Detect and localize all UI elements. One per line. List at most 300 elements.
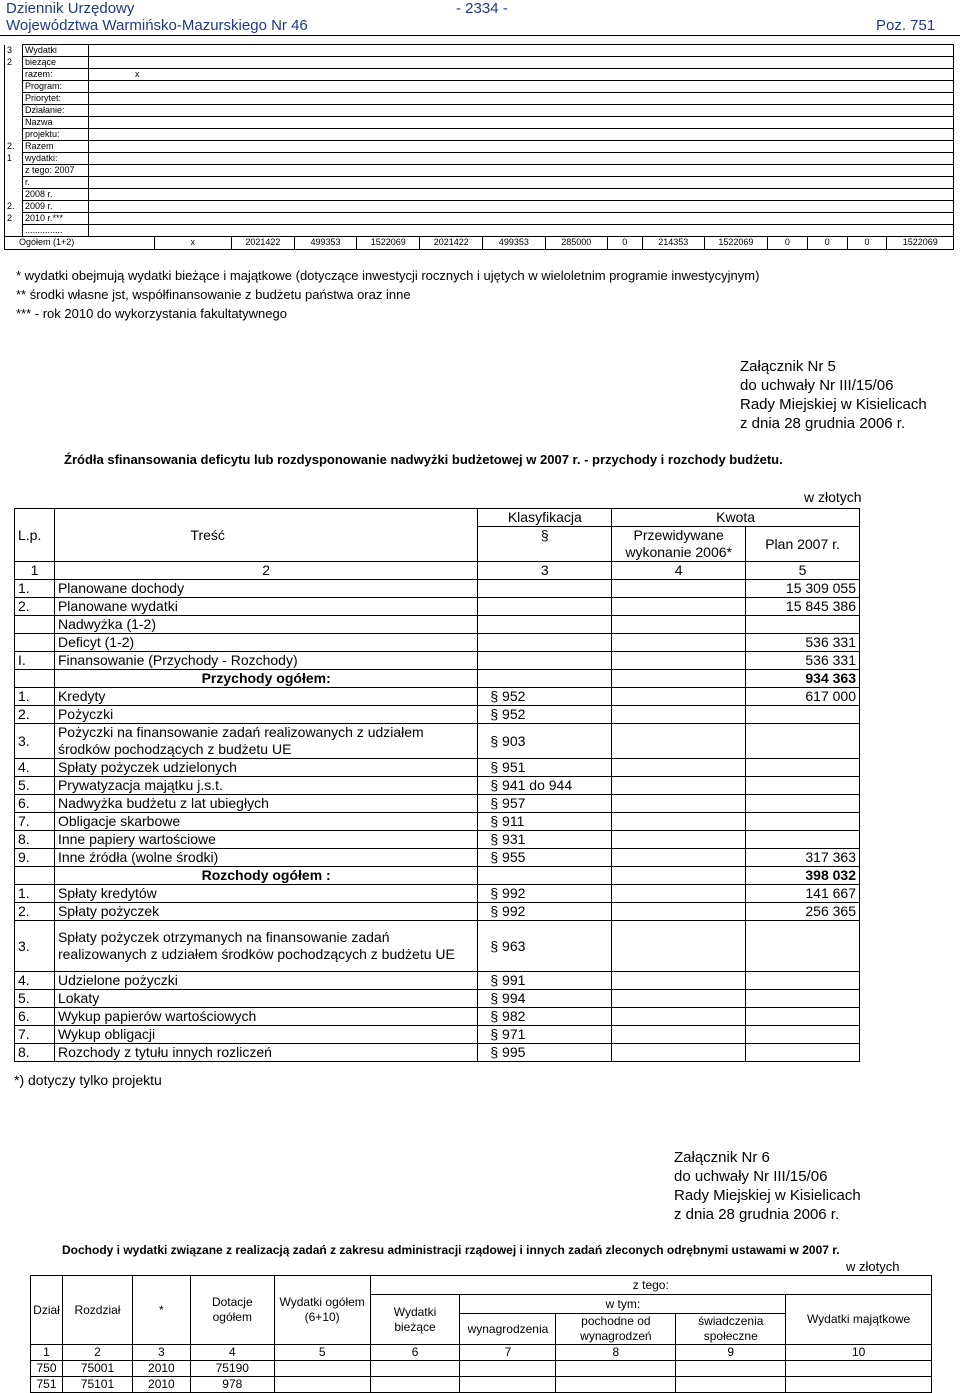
row-klasyfikacja: § 952 [478, 706, 612, 724]
table-cell: 2010 [132, 1361, 190, 1377]
row-lp: 2. [15, 598, 55, 616]
row-lp [15, 634, 55, 652]
column-number: 2 [54, 562, 477, 580]
row-plan: 934 363 [746, 670, 860, 688]
column-number: 3 [478, 562, 612, 580]
row-przewidywane [612, 990, 746, 1008]
fragment-row [5, 45, 954, 57]
fragment-label: 2009 r. [22, 201, 88, 213]
column-number: 2 [62, 1345, 132, 1361]
row-lp: 7. [15, 813, 55, 831]
row-tresc: Rozchody ogółem : [54, 867, 477, 885]
fragment-row-number [5, 81, 23, 93]
row-plan [746, 831, 860, 849]
row-lp: 1. [15, 688, 55, 706]
row-lp: 4. [15, 972, 55, 990]
row-plan: 141 667 [746, 885, 860, 903]
row-klasyfikacja [478, 598, 612, 616]
column-number: 5 [274, 1345, 370, 1361]
row-klasyfikacja: § 952 [478, 688, 612, 706]
total-cell: Ogółem (1+2) [19, 237, 75, 247]
fragment-label: wydatki: [22, 153, 88, 165]
table-cell [460, 1377, 556, 1393]
row-lp: 4. [15, 759, 55, 777]
col-wtym: w tym: [460, 1295, 786, 1314]
row-plan [746, 972, 860, 990]
total-cell: 0 [847, 237, 887, 249]
fragment-row [5, 213, 954, 225]
row-plan [746, 759, 860, 777]
row-lp: 9. [15, 849, 55, 867]
fragment-row [5, 225, 954, 237]
row-klasyfikacja: § 994 [478, 990, 612, 1008]
table-row [31, 1361, 932, 1377]
fragment-row-number [5, 93, 23, 105]
row-lp: 8. [15, 831, 55, 849]
row-przewidywane [612, 849, 746, 867]
fragment-label: Razem [22, 141, 88, 153]
col-lp-header: L.p. [15, 509, 55, 562]
row-lp: 6. [15, 795, 55, 813]
row-lp [15, 670, 55, 688]
table-cell [556, 1377, 676, 1393]
row-klasyfikacja [478, 616, 612, 634]
row-lp [15, 867, 55, 885]
table-cell [274, 1361, 370, 1377]
total-cell: 1522069 [357, 237, 420, 249]
attachment-6-date: z dnia 28 grudnia 2006 r. [674, 1206, 840, 1223]
table-row [15, 652, 860, 670]
total-cell: x [154, 237, 231, 249]
fragment-value: x [88, 69, 953, 81]
fragment-row-number: 2 [5, 57, 23, 69]
table-3-unit: w złotych [846, 1259, 900, 1274]
table-cell: 2010 [132, 1377, 190, 1393]
row-tresc: Pożyczki na finansowanie zadań realizowanych z udziałem środków pochodzących z budżetu UE [54, 724, 477, 759]
expenses-table-fragment [4, 44, 954, 250]
fragment-row-number [5, 225, 23, 237]
fragment-label: z tego: 2007 [22, 165, 88, 177]
table-cell [274, 1377, 370, 1393]
attachment-6-council: Rady Miejskiej w Kisielicach [674, 1187, 861, 1204]
fragment-label: projektu: [22, 129, 88, 141]
col-wynagrodzenia: wynagrodzenia [460, 1314, 556, 1345]
fragment-value [88, 93, 953, 105]
fragment-value [88, 177, 953, 189]
column-numbers-row [15, 562, 860, 580]
fragment-value [88, 201, 953, 213]
row-przewidywane [612, 777, 746, 795]
row-przewidywane [612, 1008, 746, 1026]
table-row [15, 670, 860, 688]
col-dotacje: Dotacje ogółem [190, 1276, 274, 1345]
table-row [15, 598, 860, 616]
table-2-unit: w złotych [804, 489, 862, 505]
table-row [15, 867, 860, 885]
fragment-row-number: 2. [5, 201, 23, 213]
fragment-total-row [5, 237, 954, 250]
table-cell: 751 [31, 1377, 63, 1393]
row-lp: I. [15, 652, 55, 670]
fragment-row-number [5, 69, 23, 81]
row-plan: 398 032 [746, 867, 860, 885]
fragment-value [88, 225, 953, 237]
row-przewidywane [612, 759, 746, 777]
col-dzial: Dział [31, 1276, 63, 1345]
table-row [15, 1008, 860, 1026]
table-3-title: Dochody i wydatki związane z realizacją zadań z zakresu administracji rządowej i innych zadań zleconych odrębnymi ustawami w 2007 r. [62, 1243, 840, 1257]
row-lp: 2. [15, 903, 55, 921]
row-plan [746, 1008, 860, 1026]
col-wydatki-majatkowe: Wydatki majątkowe [786, 1295, 932, 1345]
fragment-row-number: 3 [5, 45, 23, 57]
row-przewidywane [612, 724, 746, 759]
row-przewidywane [612, 598, 746, 616]
fragment-label: bieżące [22, 57, 88, 69]
row-plan [746, 706, 860, 724]
table-cell [370, 1361, 460, 1377]
table-cell [370, 1377, 460, 1393]
journal-title: Dziennik Urzędowy [6, 0, 135, 17]
table-2-title: Źródła sfinansowania deficytu lub rozdysponowanie nadwyżki budżetowej w 2007 r. - przychody i rozchody budżetu. [64, 452, 783, 467]
column-number: 4 [190, 1345, 274, 1361]
column-number: 5 [746, 562, 860, 580]
row-klasyfikacja: § 951 [478, 759, 612, 777]
footnotes [16, 266, 759, 323]
table-cell [556, 1361, 676, 1377]
government-tasks-table [30, 1275, 932, 1393]
fragment-row-number [5, 165, 23, 177]
fragment-label: r. [22, 177, 88, 189]
row-klasyfikacja: § 991 [478, 972, 612, 990]
attachment-5-resolution: do uchwały Nr III/15/06 [740, 377, 894, 394]
row-przewidywane [612, 903, 746, 921]
table-row [15, 885, 860, 903]
row-tresc: Spłaty pożyczek otrzymanych na finansowanie zadań realizowanych z udziałem środków pochodzących z budżetu UE [54, 921, 477, 972]
row-plan: 317 363 [746, 849, 860, 867]
fragment-row [5, 165, 954, 177]
table-cell [676, 1361, 786, 1377]
table-row [31, 1377, 932, 1393]
col-przew-header: Przewidywane wykonanie 2006* [612, 527, 746, 562]
total-cell: 285000 [545, 237, 607, 249]
row-tresc: Nadwyżka budżetu z lat ubiegłych [54, 795, 477, 813]
fragment-value [88, 213, 953, 225]
row-przewidywane [612, 688, 746, 706]
total-cell: 499353 [294, 237, 356, 249]
fragment-value [88, 153, 953, 165]
fragment-value [88, 141, 953, 153]
row-lp: 6. [15, 1008, 55, 1026]
row-klasyfikacja: § 911 [478, 813, 612, 831]
table-row [15, 1044, 860, 1062]
row-przewidywane [612, 616, 746, 634]
row-przewidywane [612, 813, 746, 831]
row-tresc: Prywatyzacja majątku j.s.t. [54, 777, 477, 795]
fragment-value [88, 129, 953, 141]
table-row [15, 580, 860, 598]
fragment-row [5, 177, 954, 189]
row-lp: 7. [15, 1026, 55, 1044]
row-klasyfikacja: § 931 [478, 831, 612, 849]
table-row [15, 795, 860, 813]
voivodeship-title: Województwa Warmińsko-Mazurskiego Nr 46 [6, 17, 308, 34]
row-plan [746, 813, 860, 831]
column-number: 8 [556, 1345, 676, 1361]
attachment-6-header [674, 1148, 861, 1224]
row-plan [746, 990, 860, 1008]
fragment-label: razem: [22, 69, 88, 81]
col-pochodne: pochodne od wynagrodzeń [556, 1314, 676, 1345]
row-klasyfikacja [478, 634, 612, 652]
row-plan [746, 777, 860, 795]
note-1: * wydatki obejmują wydatki bieżące i majątkowe (dotyczące inwestycji rocznych i ujętych w wieloletnim programie inwestycyjnym) [16, 268, 760, 283]
table-row [15, 759, 860, 777]
fragment-value [88, 189, 953, 201]
table-row [15, 813, 860, 831]
row-przewidywane [612, 921, 746, 972]
column-number: 3 [132, 1345, 190, 1361]
budget-financing-table [14, 508, 860, 1062]
table-cell: 978 [190, 1377, 274, 1393]
row-tresc: Spłaty pożyczek udzielonych [54, 759, 477, 777]
col-ztego: z tego: [370, 1276, 931, 1295]
total-cell: 0 [807, 237, 847, 249]
row-klasyfikacja: § 903 [478, 724, 612, 759]
note-3: *** - rok 2010 do wykorzystania fakultatywnego [16, 306, 287, 321]
row-klasyfikacja: § 992 [478, 903, 612, 921]
row-plan: 15 309 055 [746, 580, 860, 598]
table-row [15, 903, 860, 921]
row-przewidywane [612, 795, 746, 813]
row-tresc: Planowane wydatki [54, 598, 477, 616]
row-przewidywane [612, 1044, 746, 1062]
attachment-5-header [740, 357, 927, 433]
table-row [15, 724, 860, 759]
col-plan-header: Plan 2007 r. [746, 527, 860, 562]
fragment-row [5, 117, 954, 129]
column-number: 1 [31, 1345, 63, 1361]
attachment-5-date: z dnia 28 grudnia 2006 r. [740, 415, 906, 432]
row-tresc: Deficyt (1-2) [54, 634, 477, 652]
table-row [15, 831, 860, 849]
header-divider [0, 35, 960, 36]
row-przewidywane [612, 831, 746, 849]
col-wydatki-biezace: Wydatki bieżące [370, 1295, 460, 1345]
fragment-row-number [5, 117, 23, 129]
row-klasyfikacja [478, 652, 612, 670]
note-2: ** środki własne jst, współfinansowanie z budżetu państwa oraz inne [16, 287, 411, 302]
fragment-row [5, 129, 954, 141]
fragment-label: Nazwa [22, 117, 88, 129]
fragment-row-number [5, 105, 23, 117]
table-row [15, 688, 860, 706]
page-number: - 2334 - [456, 0, 508, 17]
row-klasyfikacja: § 995 [478, 1044, 612, 1062]
column-number: 6 [370, 1345, 460, 1361]
fragment-row [5, 189, 954, 201]
row-lp: 1. [15, 885, 55, 903]
row-tresc: Obligacje skarbowe [54, 813, 477, 831]
table-cell [460, 1361, 556, 1377]
row-klasyfikacja: § 982 [478, 1008, 612, 1026]
col-kwota-header: Kwota [612, 509, 860, 527]
col-klas-mark: § [478, 527, 612, 562]
fragment-value [88, 57, 953, 69]
col-rozdzial: Rozdział [62, 1276, 132, 1345]
row-plan [746, 921, 860, 972]
fragment-label: Działanie: [22, 105, 88, 117]
position-number: Poz. 751 [876, 17, 936, 34]
table-cell: 75001 [62, 1361, 132, 1377]
row-plan: 536 331 [746, 634, 860, 652]
row-tresc: Planowane dochody [54, 580, 477, 598]
fragment-label: Program: [22, 81, 88, 93]
table-row [15, 849, 860, 867]
fragment-row-number: 2 [5, 213, 23, 225]
row-lp: 3. [15, 921, 55, 972]
row-plan [746, 616, 860, 634]
table-cell [786, 1377, 932, 1393]
row-klasyfikacja: § 971 [478, 1026, 612, 1044]
fragment-row-number [5, 129, 23, 141]
row-tresc: Przychody ogółem: [54, 670, 477, 688]
fragment-label: ............... [22, 225, 88, 237]
fragment-row-number [5, 177, 23, 189]
row-tresc: Wykup papierów wartościowych [54, 1008, 477, 1026]
row-klasyfikacja: § 957 [478, 795, 612, 813]
attachment-5-council: Rady Miejskiej w Kisielicach [740, 396, 927, 413]
total-cell: 2021422 [231, 237, 294, 249]
row-lp: 3. [15, 724, 55, 759]
column-number: 4 [612, 562, 746, 580]
row-przewidywane [612, 867, 746, 885]
table-2-footnote: *) dotyczy tylko projektu [14, 1072, 162, 1088]
fragment-value [88, 105, 953, 117]
table-cell: 750 [31, 1361, 63, 1377]
row-przewidywane [612, 885, 746, 903]
row-tresc: Wykup obligacji [54, 1026, 477, 1044]
fragment-label: 2008 r. [22, 189, 88, 201]
fragment-row [5, 201, 954, 213]
row-przewidywane [612, 1026, 746, 1044]
table-row [15, 777, 860, 795]
table-row [15, 921, 860, 972]
attachment-5-title: Załącznik Nr 5 [740, 358, 836, 375]
total-cell: 0 [607, 237, 642, 249]
col-klas-header: Klasyfikacja [478, 509, 612, 527]
fragment-value [88, 45, 953, 57]
table-cell [786, 1361, 932, 1377]
row-plan: 256 365 [746, 903, 860, 921]
fragment-value [88, 117, 953, 129]
fragment-row [5, 141, 954, 153]
row-plan [746, 1026, 860, 1044]
total-cell: 214353 [642, 237, 704, 249]
column-number: 9 [676, 1345, 786, 1361]
row-przewidywane [612, 634, 746, 652]
table-cell [676, 1377, 786, 1393]
table-row [15, 972, 860, 990]
fragment-row [5, 57, 954, 69]
row-lp: 5. [15, 990, 55, 1008]
row-klasyfikacja: § 955 [478, 849, 612, 867]
total-cell: 1522069 [704, 237, 767, 249]
row-lp: 1. [15, 580, 55, 598]
row-lp [15, 616, 55, 634]
row-plan: 536 331 [746, 652, 860, 670]
row-plan: 617 000 [746, 688, 860, 706]
row-klasyfikacja [478, 670, 612, 688]
row-przewidywane [612, 670, 746, 688]
row-plan [746, 724, 860, 759]
fragment-label: Priorytet: [22, 93, 88, 105]
fragment-row-number [5, 189, 23, 201]
row-tresc: Spłaty kredytów [54, 885, 477, 903]
row-przewidywane [612, 652, 746, 670]
fragment-row [5, 93, 954, 105]
fragment-row [5, 69, 954, 81]
fragment-row-number: 2. [5, 141, 23, 153]
table-row [15, 1026, 860, 1044]
fragment-label: Wydatki [22, 45, 88, 57]
col-wydatki-ogolem: Wydatki ogółem (6+10) [274, 1276, 370, 1345]
row-plan [746, 795, 860, 813]
row-przewidywane [612, 972, 746, 990]
row-klasyfikacja: § 963 [478, 921, 612, 972]
total-cell: 499353 [483, 237, 545, 249]
col-par: * [132, 1276, 190, 1345]
attachment-6-title: Załącznik Nr 6 [674, 1149, 770, 1166]
table-row [15, 990, 860, 1008]
col-swiadczenia: świadczenia społeczne [676, 1314, 786, 1345]
attachment-6-resolution: do uchwały Nr III/15/06 [674, 1168, 828, 1185]
column-number: 1 [15, 562, 55, 580]
row-tresc: Udzielone pożyczki [54, 972, 477, 990]
row-lp: 2. [15, 706, 55, 724]
table-cell: 75101 [62, 1377, 132, 1393]
row-klasyfikacja: § 941 do 944 [478, 777, 612, 795]
row-tresc: Rozchody z tytułu innych rozliczeń [54, 1044, 477, 1062]
row-plan [746, 1044, 860, 1062]
row-lp: 8. [15, 1044, 55, 1062]
table-row [15, 634, 860, 652]
row-tresc: Finansowanie (Przychody - Rozchody) [54, 652, 477, 670]
column-number: 7 [460, 1345, 556, 1361]
row-tresc: Spłaty pożyczek [54, 903, 477, 921]
row-klasyfikacja: § 992 [478, 885, 612, 903]
column-number: 10 [786, 1345, 932, 1361]
fragment-row [5, 153, 954, 165]
total-cell: 1522069 [887, 237, 953, 249]
row-tresc: Kredyty [54, 688, 477, 706]
total-cell: 2021422 [420, 237, 483, 249]
table-row [15, 616, 860, 634]
fragment-row [5, 81, 954, 93]
fragment-value [88, 165, 953, 177]
col-tresc-header: Treść [54, 509, 477, 562]
row-tresc: Inne źródła (wolne środki) [54, 849, 477, 867]
total-cell: 0 [767, 237, 807, 249]
column-numbers-row [31, 1345, 932, 1361]
row-przewidywane [612, 580, 746, 598]
row-tresc: Lokaty [54, 990, 477, 1008]
row-tresc: Inne papiery wartościowe [54, 831, 477, 849]
row-klasyfikacja [478, 867, 612, 885]
fragment-value [88, 81, 953, 93]
row-tresc: Pożyczki [54, 706, 477, 724]
table-cell: 75190 [190, 1361, 274, 1377]
